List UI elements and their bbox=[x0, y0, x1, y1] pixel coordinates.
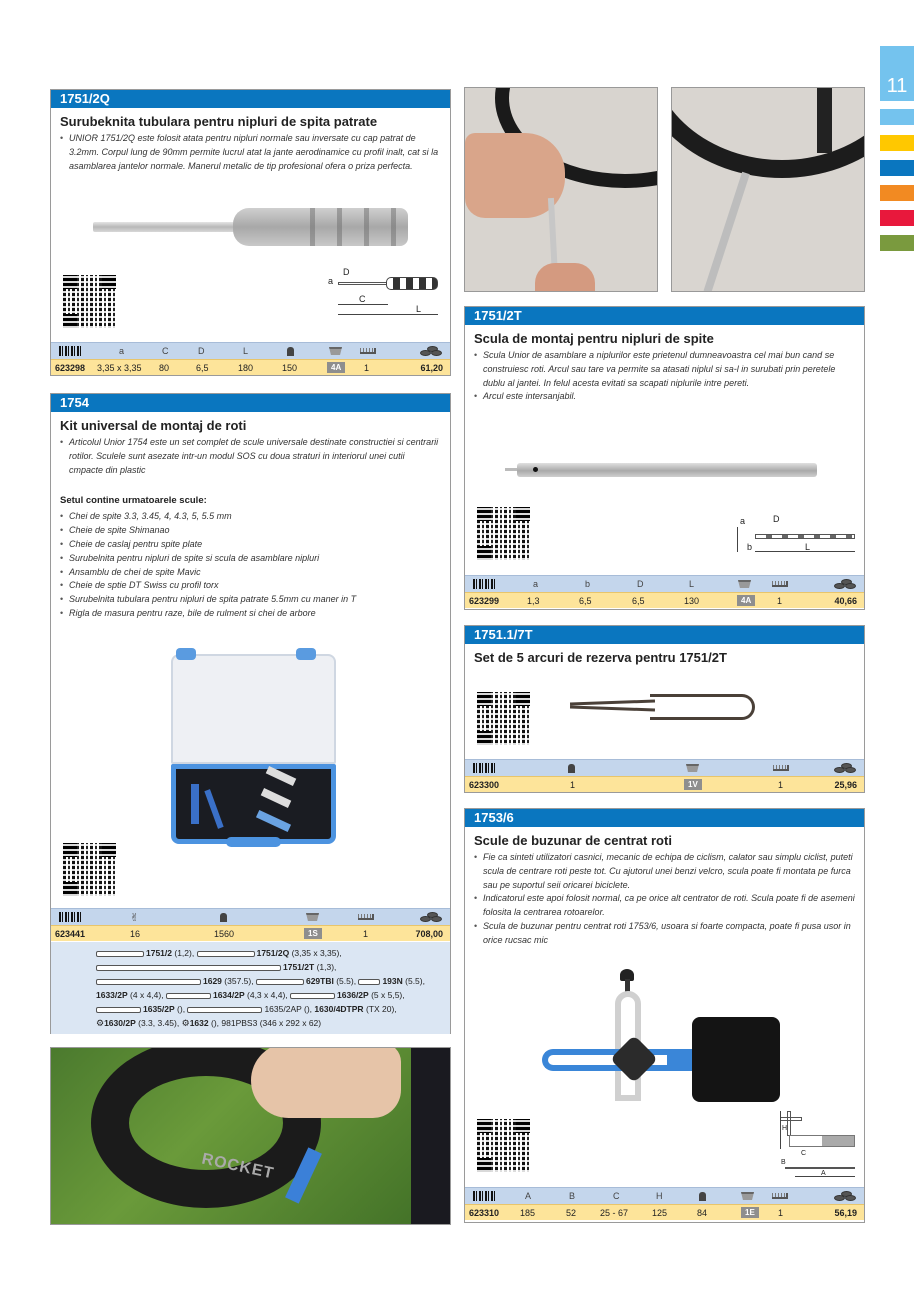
product-code-header: 1754 bbox=[51, 394, 450, 412]
set-contents-line-5: 1635/2P (), 1635/2AP (), 1630/4DTPR (TX 20), bbox=[96, 1002, 450, 1016]
value-a: 1,3 bbox=[527, 595, 540, 606]
description-item: • Articolul Unior 1754 este un set complet de scule universale destinate constructiei si centrarii rotilor. Sculele sunt asezate intr-un modul SOS cu doua straturi in interiorul unei cutii cmpacte din plastic bbox=[60, 436, 441, 477]
coins-icon bbox=[834, 579, 856, 589]
price: 56,19 bbox=[834, 1207, 857, 1218]
section-tab-red[interactable] bbox=[880, 210, 914, 226]
dim-label-d: D bbox=[773, 514, 780, 524]
description-item: • Scula Unior de asamblare a niplurilor este prietenul dumneavoastra cel mai bun cand se construiesc roti. Arcul sau tare va permite sa atasati niplul si sa-l in surubati prin peretele dublu al jantei. In felul acesta evitati sa scapati niplurile intre pereti. bbox=[474, 349, 855, 390]
set-contents bbox=[51, 942, 450, 1034]
product-code-header: 1753/6 bbox=[465, 809, 864, 827]
contents-item: • Surubelnita pentru nipluri de spite si scula de asamblare nipluri bbox=[60, 552, 441, 566]
spec-table-header bbox=[465, 1187, 864, 1204]
col-d: D bbox=[637, 579, 644, 589]
product-description bbox=[51, 132, 450, 173]
dim-label-b: B bbox=[781, 1159, 786, 1166]
product-title: Scule de buzunar de centrat roti bbox=[474, 833, 672, 848]
pieces-hand-icon: ✌ bbox=[130, 911, 140, 924]
value-quantity: 1 bbox=[778, 779, 784, 790]
value-quantity: 1 bbox=[777, 595, 783, 606]
spec-table-row bbox=[51, 925, 450, 941]
description-item: • UNIOR 1751/2Q este folosit atata pentru nipluri normale sau inversate cu cap patrat de 3.2mm. Corpul lung de 90mm permite lucrul atat la jante aerodinamice cu profil inalt, cat si la asamblarea jantelor normale. Manerul metalic de tip profesional ofera o priza perfecta. bbox=[60, 132, 441, 173]
product-title: Set de 5 arcuri de rezerva pentru 1751/2T bbox=[474, 650, 727, 665]
value-quantity: 1 bbox=[363, 928, 369, 939]
dimension-diagram bbox=[775, 1109, 857, 1181]
dim-label-a: A bbox=[821, 1170, 826, 1177]
value-b: 6,5 bbox=[579, 595, 592, 606]
section-tab-blue[interactable] bbox=[880, 160, 914, 176]
contents-item: • Cheie de spite Shimanao bbox=[60, 524, 441, 538]
hand-inserting-nipple-photo bbox=[464, 87, 658, 292]
weight-icon bbox=[699, 1192, 706, 1201]
set-contents-line-2: 1751/2T (1,3), bbox=[96, 960, 450, 974]
ruler-icon bbox=[772, 1193, 788, 1199]
value-h: 125 bbox=[652, 1207, 668, 1218]
contents-heading: Setul contine urmatoarele scule: bbox=[60, 495, 207, 507]
packaging-badge: 1E bbox=[741, 1207, 759, 1218]
section-tab-green[interactable] bbox=[880, 235, 914, 251]
qr-code[interactable] bbox=[477, 1119, 530, 1172]
product-code-header: 1751/2T bbox=[465, 307, 864, 325]
spec-table-row bbox=[465, 776, 864, 792]
ruler-icon bbox=[772, 581, 788, 587]
dim-label-c: C bbox=[801, 1150, 807, 1157]
value-b: 52 bbox=[566, 1207, 577, 1218]
qr-code[interactable] bbox=[477, 507, 530, 560]
description-item: • Scula de buzunar pentru centrat roti 1753/6, usoara si foarte compacta, poate fi pusa usor in orice rucsac mic bbox=[474, 920, 855, 948]
contents-item: • Surubelnita tubulara pentru nipluri de spita patrate 5.5mm cu maner in T bbox=[60, 593, 441, 607]
col-d: D bbox=[198, 346, 205, 356]
coins-icon bbox=[420, 912, 442, 922]
packaging-badge: 4A bbox=[737, 595, 755, 606]
value-quantity: 1 bbox=[778, 1207, 784, 1218]
contents-item: • Cheie de caslaj pentru spite plate bbox=[60, 538, 441, 552]
col-l: L bbox=[689, 579, 695, 589]
col-c: C bbox=[613, 1191, 620, 1201]
dim-label-a: a bbox=[328, 276, 334, 286]
price: 708,00 bbox=[415, 928, 443, 939]
packaging-badge: 4A bbox=[327, 362, 345, 373]
article-code: 623441 bbox=[55, 928, 86, 939]
page-number: 11 bbox=[880, 46, 914, 101]
col-a: A bbox=[525, 1191, 532, 1201]
description-item: • Indicatorul este apoi folosit normal, ca pe orice alt centrator de roti. Scula poate fi de asemeni folosita la centrarea rotoarelor. bbox=[474, 892, 855, 920]
contents-item: • Chei de spite 3.3, 3.45, 4, 4.3, 5, 5.5 mm bbox=[60, 510, 441, 524]
dim-label-l: L bbox=[416, 304, 422, 314]
ruler-icon bbox=[773, 765, 789, 771]
price: 25,96 bbox=[834, 779, 857, 790]
pocket-truing-tool-image bbox=[542, 969, 782, 1104]
weight-icon bbox=[220, 913, 227, 922]
product-card-1751-2t bbox=[464, 306, 865, 610]
product-description bbox=[465, 851, 864, 948]
box-icon bbox=[686, 764, 699, 772]
product-card-1753-6 bbox=[464, 808, 865, 1223]
set-contents-line-6: ⚙1630/2P (3.3, 3.45), ⚙1632 (), 981PBS3 (346 x 292 x 62) bbox=[96, 1018, 322, 1028]
box-icon bbox=[329, 347, 342, 355]
contents-item: • Ansamblu de chei de spite Mavic bbox=[60, 566, 441, 580]
section-tab-light-blue[interactable] bbox=[880, 109, 914, 125]
nipple-tool-image bbox=[505, 462, 820, 478]
weight-icon bbox=[568, 764, 575, 773]
col-a: a bbox=[533, 579, 539, 589]
weight-icon bbox=[287, 347, 294, 356]
article-code: 623299 bbox=[469, 595, 500, 606]
dim-label-h: H bbox=[782, 1125, 788, 1132]
value-c: 80 bbox=[159, 362, 170, 373]
contents-item: • Cheie de sptie DT Swiss cu profil torx bbox=[60, 579, 441, 593]
qr-code[interactable] bbox=[63, 275, 116, 328]
qr-code[interactable] bbox=[63, 843, 116, 896]
spec-table-row bbox=[51, 359, 450, 375]
product-title: Surubeknita tubulara pentru nipluri de spita patrate bbox=[60, 114, 378, 129]
spec-table-header bbox=[51, 342, 450, 359]
truing-tool-on-fork-photo: ROCKET bbox=[50, 1047, 451, 1225]
set-contents-line-3: 1629 (357.5), 629TBI (5.5), 193N (5.5), bbox=[96, 974, 450, 988]
spec-table-header bbox=[51, 908, 450, 925]
qr-code[interactable] bbox=[477, 692, 530, 745]
dim-label-c: C bbox=[359, 294, 366, 304]
product-title: Scula de montaj pentru nipluri de spite bbox=[474, 331, 714, 346]
barcode-icon bbox=[473, 579, 495, 589]
col-b: b bbox=[585, 579, 591, 589]
dim-label-a: a bbox=[740, 516, 746, 526]
product-code-header: 1751/2Q bbox=[51, 90, 450, 108]
packaging-badge: 1V bbox=[684, 779, 702, 790]
spoke-wrench-image bbox=[93, 205, 413, 250]
product-title: Kit universal de montaj de roti bbox=[60, 418, 247, 433]
ruler-icon bbox=[358, 914, 374, 920]
article-code: 623298 bbox=[55, 362, 86, 373]
coins-icon bbox=[834, 763, 856, 773]
contents-list bbox=[51, 510, 450, 620]
barcode-icon bbox=[473, 763, 495, 773]
contents-item: • Rigla de masura pentru raze, bile de rulment si chei de arbore bbox=[60, 607, 441, 621]
spec-table-header bbox=[465, 575, 864, 592]
value-weight: 1560 bbox=[214, 928, 235, 939]
tool-in-rim-photo bbox=[671, 87, 865, 292]
barcode-icon bbox=[473, 1191, 495, 1201]
ruler-icon bbox=[360, 348, 376, 354]
value-d: 6,5 bbox=[632, 595, 645, 606]
article-code: 623310 bbox=[469, 1207, 500, 1218]
set-contents-line-4: 1633/2P (4 x 4,4), 1634/2P (4,3 x 4,4), 1636/2P (5 x 5,5), bbox=[96, 990, 405, 1000]
barcode-icon bbox=[59, 912, 81, 922]
box-icon bbox=[738, 580, 751, 588]
value-l: 130 bbox=[684, 595, 700, 606]
toolkit-case-image bbox=[171, 649, 339, 849]
value-a: 185 bbox=[520, 1207, 536, 1218]
set-contents-line-1: 1751/2 (1,2), 1751/2Q (3,35 x 3,35), bbox=[96, 946, 450, 960]
col-a: a bbox=[119, 346, 125, 356]
value-l: 180 bbox=[238, 362, 254, 373]
description-item: • Arcul este intersanjabil. bbox=[474, 390, 855, 404]
col-c: C bbox=[162, 346, 169, 356]
section-tab-yellow[interactable] bbox=[880, 135, 914, 151]
coins-icon bbox=[420, 346, 442, 356]
spec-table-row bbox=[465, 592, 864, 608]
spec-table-row bbox=[465, 1204, 864, 1220]
section-tab-orange[interactable] bbox=[880, 185, 914, 201]
col-h: H bbox=[656, 1191, 663, 1201]
value-weight: 150 bbox=[282, 362, 298, 373]
value-quantity: 1 bbox=[364, 362, 370, 373]
col-l: L bbox=[243, 346, 249, 356]
price: 40,66 bbox=[834, 595, 857, 606]
value-pieces: 16 bbox=[130, 928, 141, 939]
barcode-icon bbox=[59, 346, 81, 356]
value-c: 25 - 67 bbox=[600, 1207, 629, 1218]
value-d: 6,5 bbox=[196, 362, 209, 373]
description-item: • Fie ca sinteti utilizatori casnici, mecanic de echipa de ciclism, calator sau simplu ciclist, puteti scula de centrare roti peste tot. Cu ajutorul unei benzi velcro, scula poate fi montata pe furca sau pe suportul seii oricarei biciclete. bbox=[474, 851, 855, 892]
spring-image bbox=[570, 694, 760, 720]
dimension-diagram bbox=[735, 514, 860, 562]
value-a: 3,35 x 3,35 bbox=[97, 362, 142, 373]
col-b: B bbox=[569, 1191, 576, 1201]
article-code: 623300 bbox=[469, 779, 500, 790]
dim-label-d: D bbox=[343, 267, 350, 277]
dim-label-l: L bbox=[805, 542, 811, 552]
product-card-1751-1-7t bbox=[464, 625, 865, 793]
product-card-1754 bbox=[50, 393, 451, 1034]
box-icon bbox=[741, 1192, 754, 1200]
price: 61,20 bbox=[420, 362, 443, 373]
spec-table-header bbox=[465, 759, 864, 776]
box-icon bbox=[306, 913, 319, 921]
product-description bbox=[51, 436, 450, 477]
product-description bbox=[465, 349, 864, 404]
product-card-1751-2q bbox=[50, 89, 451, 376]
value-weight: 84 bbox=[697, 1207, 708, 1218]
packaging-badge: 1S bbox=[304, 928, 322, 939]
product-code-header: 1751.1/7T bbox=[465, 626, 864, 644]
dimension-diagram bbox=[326, 267, 441, 320]
value-weight: 1 bbox=[570, 779, 576, 790]
coins-icon bbox=[834, 1191, 856, 1201]
dim-label-b: b bbox=[747, 542, 753, 552]
